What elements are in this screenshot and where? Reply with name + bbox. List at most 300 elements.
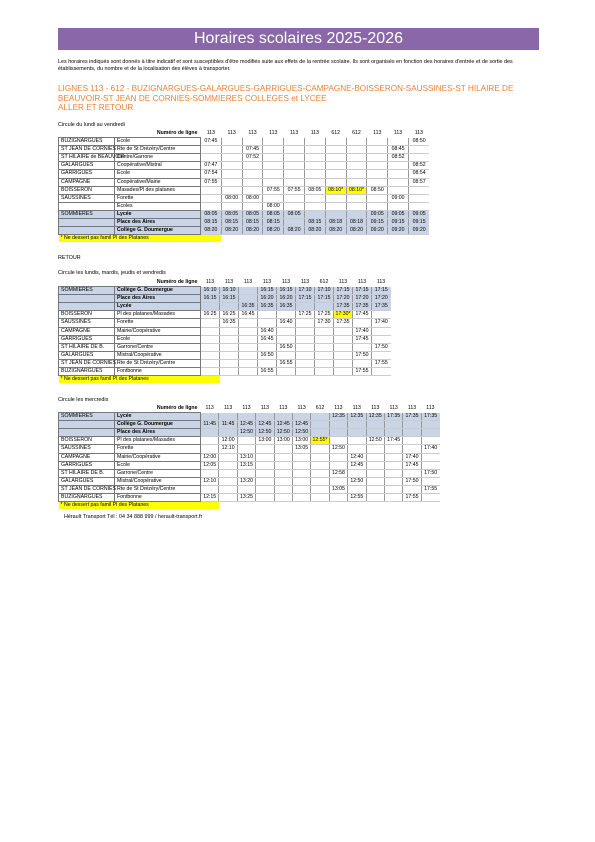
time-cell: 12:40 [348,453,366,461]
time-cell [388,202,409,210]
line-number-cell: 113 [357,279,367,286]
stop-cell: Masades/Pl des platanes [115,186,201,194]
time-cell: 17:40 [353,327,372,335]
time-cell [220,343,239,351]
time-cell: 17:10 [296,287,315,295]
table-row [59,311,391,319]
table-row [59,453,440,461]
time-cell: 12:45 [274,421,292,429]
time-cell [296,351,315,359]
time-cell [367,154,388,162]
time-cell [292,453,310,461]
time-cell: 12:50 [274,429,292,437]
time-cell: 17:40 [421,445,439,453]
time-cell [263,162,284,170]
stop-cell: Collège G. Doumergue [115,421,201,429]
station-cell: GARRIGUES [59,461,115,469]
time-cell [201,327,220,335]
time-cell: 08:05 [263,210,284,218]
time-cell [219,485,237,493]
time-cell [304,202,325,210]
line-number-cell: 113 [243,279,253,286]
time-cell [304,210,325,218]
line-number-cell: 113 [205,405,214,412]
table-row [59,343,391,351]
aller-subtitle: Circule du lundi au vendredi [58,122,125,128]
time-cell [311,469,329,477]
stop-cell: Rte de St Drézéry/Centre [115,485,201,493]
intro-text: Les horaires indiqués sont donnés à titre indicatif et sont susceptibles d'être modifiés suite aux effets de la rentrée scolaire. Ils sont organisés en fonction des horaires d'entrée et de sortie des établissements, du nombre et de la localisation des élèves à transporter. [58,59,513,72]
stop-cell: Garrone/Centre [115,469,201,477]
time-cell [277,335,296,343]
time-cell [277,327,296,335]
time-cell [237,445,255,453]
line-number-cell: 113 [407,405,417,412]
note-row [59,235,430,243]
time-cell [403,437,421,445]
time-cell: 08:52 [388,154,409,162]
time-cell: 17:35 [353,303,372,311]
retour-lmjv-timetable [58,279,391,383]
station-cell: GALARGUES [59,351,115,359]
station-cell: CAMPAGNE [59,453,115,461]
time-cell [296,319,315,327]
time-cell: 11:45 [201,421,219,429]
time-cell [367,194,388,202]
station-cell: SOMMIERES [59,210,115,218]
time-cell [274,453,292,461]
time-cell [263,194,284,202]
line-number-cell: 612 [352,130,361,137]
time-cell: 17:40 [403,453,421,461]
time-cell: 08:20 [325,227,346,235]
time-cell: 16:45 [239,311,258,319]
time-cell [388,178,409,186]
time-cell [384,477,402,485]
time-cell: 11:45 [219,421,237,429]
station-cell: SAUSSINES [59,445,115,453]
station-cell: ST JEAN DE CORNIES [59,359,115,367]
time-cell: 08:00 [221,194,242,202]
line-number-cell: 113 [281,279,291,286]
time-cell: 16:25 [220,311,239,319]
time-cell [201,429,219,437]
time-cell: 16:35 [220,319,239,327]
time-cell: 16:45 [258,335,277,343]
table-row [59,327,391,335]
table-row [59,429,440,437]
time-cell: 12:50 [329,445,347,453]
time-cell [315,359,334,367]
time-cell [201,445,219,453]
station-cell: SOMMIERES [59,287,115,295]
line-number-cell: 113 [352,405,361,412]
time-cell: 12:50 [256,429,274,437]
stop-cell: Collège G. Doumergue [115,287,201,295]
station-cell: ST HILAIRE DE B. [59,469,115,477]
time-cell [372,368,391,376]
time-cell: 13:20 [237,477,255,485]
time-cell: 09:20 [367,227,388,235]
time-cell [372,335,391,343]
time-cell [325,210,346,218]
station-cell: ST JEAN DE CORNIES [59,146,115,154]
time-cell [421,461,439,469]
time-cell [384,421,402,429]
time-cell [237,413,255,421]
time-cell [219,469,237,477]
time-cell [258,359,277,367]
time-cell: 12:00 [201,453,219,461]
line-number-cell: 612 [319,279,329,286]
line-number-header-row [59,130,430,138]
time-cell [277,351,296,359]
time-cell: 12:35 [348,413,366,421]
time-cell [296,368,315,376]
time-cell [258,319,277,327]
time-cell [346,178,367,186]
time-cell: 17:35 [421,413,439,421]
time-cell: 17:35 [334,303,353,311]
time-cell: 12:15 [201,494,219,502]
time-cell: 08:15 [242,219,263,227]
time-cell [296,335,315,343]
time-cell [201,186,222,194]
time-cell [221,202,242,210]
time-cell: 09:20 [388,227,409,235]
stop-cell: Ecole [115,461,201,469]
table-row [59,170,430,178]
time-cell: 08:20 [221,227,242,235]
time-cell [348,469,366,477]
stop-cell: Place des Aires [115,295,201,303]
time-cell: 17:50 [421,469,439,477]
line-number-cell: 113 [300,279,310,286]
time-cell: 16:15 [258,287,277,295]
time-cell: 12:45 [256,421,274,429]
time-cell [263,178,284,186]
time-cell: 12:45 [292,421,310,429]
time-cell [325,138,346,146]
line-number-cell: 113 [373,130,382,137]
time-cell: 16:25 [201,311,220,319]
time-cell [384,469,402,477]
time-cell: 08:20 [284,227,305,235]
time-cell: 17:50 [372,343,391,351]
time-cell [292,494,310,502]
time-cell: 13:15 [237,461,255,469]
time-cell [315,327,334,335]
time-cell [366,421,384,429]
time-cell [421,477,439,485]
time-cell [242,162,263,170]
time-cell [201,359,220,367]
time-cell: 07:47 [201,162,222,170]
line-number-cell: 113 [297,405,306,412]
time-cell [325,146,346,154]
station-cell: BUZIGNARGUES [59,138,115,146]
time-cell [372,351,391,359]
time-cell [329,494,347,502]
time-cell: 16:55 [277,359,296,367]
stop-cell: Place des Aires [115,429,201,437]
time-cell: 17:20 [334,295,353,303]
time-cell [311,485,329,493]
time-cell [201,351,220,359]
time-cell [284,194,305,202]
time-cell [346,138,367,146]
retour-label: RETOUR [58,255,81,261]
time-cell [353,359,372,367]
time-cell [296,303,315,311]
table-row [59,287,391,295]
time-cell [296,327,315,335]
time-cell: 16:10 [201,287,220,295]
time-cell [348,421,366,429]
time-cell [219,494,237,502]
time-cell [403,469,421,477]
time-cell [284,178,305,186]
time-cell: 17:35 [403,413,421,421]
time-cell [384,461,402,469]
time-cell: 17:55 [372,359,391,367]
time-cell [220,303,239,311]
time-cell: 17:40 [372,319,391,327]
time-cell [388,138,409,146]
retour-lmjv-subtitle: Circule les lundis, mardis, jeudis et vendredis [58,270,166,276]
time-cell [325,178,346,186]
line-number-cell: 113 [205,279,215,286]
stop-cell: Ecoles [115,202,201,210]
table-row [59,335,391,343]
time-cell [311,421,329,429]
table-row [59,485,440,493]
time-cell [348,429,366,437]
time-cell: 07:55 [201,178,222,186]
time-cell: 08:20 [201,227,222,235]
time-cell [315,351,334,359]
time-cell: 17:45 [403,461,421,469]
table-row [59,319,391,327]
time-cell [304,194,325,202]
time-cell: 12:05 [201,461,219,469]
time-cell [384,429,402,437]
time-cell [296,359,315,367]
time-cell [311,494,329,502]
time-cell: 08:15 [304,219,325,227]
stop-cell: Ecole [115,335,201,343]
time-cell [329,461,347,469]
time-cell [403,421,421,429]
time-cell [372,327,391,335]
time-cell: 08:20 [263,227,284,235]
time-cell [325,162,346,170]
station-cell: BUZIGNARGUES [59,368,115,376]
time-cell: 08:05 [284,210,305,218]
table-row [59,477,440,485]
time-cell [366,461,384,469]
time-cell [366,477,384,485]
time-cell: 08:45 [388,146,409,154]
lines-title: LIGNES 113 - 612 - BUZIGNARGUES-GALARGUES-GARRIGUES-CAMPAGNE-BOISSERON-SAUSSINES-ST HILAIRE DE BEAUVOIR-ST JEAN DE CORNIES-SOMMIERES COLLEGES et LYCEE [58,84,514,103]
time-cell: 08:15 [201,219,222,227]
time-cell: 08:50 [367,186,388,194]
time-cell: 08:18 [325,219,346,227]
time-cell: 08:10* [346,186,367,194]
time-cell: 17:25 [315,311,334,319]
station-cell: BOISSERON [59,186,115,194]
table-row [59,162,430,170]
time-cell: 08:57 [408,178,429,186]
time-cell [334,359,353,367]
time-cell [242,202,263,210]
time-cell [372,311,391,319]
station-cell: GARRIGUES [59,335,115,343]
time-cell: 08:05 [304,186,325,194]
time-cell [219,429,237,437]
station-cell [59,429,115,437]
time-cell [221,138,242,146]
time-cell [284,162,305,170]
time-cell [201,202,222,210]
retour-mer-subtitle: Circule les mercredis [58,397,109,403]
time-cell [263,146,284,154]
stop-cell: Forette [115,319,201,327]
station-cell [59,202,115,210]
line-number-cell: 113 [334,405,343,412]
lines-title-block [58,84,539,113]
time-cell: 08:05 [242,210,263,218]
time-cell: 13:00 [274,437,292,445]
time-cell: 17:45 [353,335,372,343]
time-cell [284,154,305,162]
time-cell: 07:55 [284,186,305,194]
time-cell: 16:20 [258,295,277,303]
line-number-label: Numéro de ligne [156,405,198,411]
table-row [59,303,391,311]
time-cell [256,485,274,493]
time-cell: 08:15 [221,219,242,227]
time-cell [348,437,366,445]
line-number-cell: 612 [315,405,325,412]
line-number-cell: 113 [289,130,299,137]
time-cell [201,343,220,351]
time-cell: 12:50 [237,429,255,437]
stop-cell: Lycée [115,210,201,218]
time-cell [329,453,347,461]
note-cell: * Ne dessert pas famil Pl des Platanes [59,376,220,384]
time-cell [384,453,402,461]
table-row [59,368,391,376]
time-cell: 08:05 [201,210,222,218]
time-cell [242,186,263,194]
stop-cell: Pl des platanes/Masades [115,311,201,319]
time-cell [263,138,284,146]
time-cell [221,186,242,194]
time-cell [256,461,274,469]
time-cell [366,445,384,453]
line-number-label: Numéro de ligne [156,130,198,136]
time-cell [311,477,329,485]
time-cell [292,413,310,421]
time-cell [304,146,325,154]
table-row [59,154,430,162]
time-cell [403,485,421,493]
time-cell: 07:45 [242,146,263,154]
time-cell [348,485,366,493]
stop-cell: Ecole [115,138,201,146]
time-cell [388,186,409,194]
table-row [59,146,430,154]
time-cell [384,445,402,453]
time-cell: 08:20 [304,227,325,235]
time-cell: 17:55 [403,494,421,502]
time-cell: 16:20 [277,295,296,303]
time-cell [274,494,292,502]
time-cell [329,477,347,485]
line-number-cell: 113 [389,405,398,412]
stop-cell: Lycée [115,303,201,311]
time-cell [348,445,366,453]
aller-timetable [58,130,429,242]
station-cell: ST HILAIRE de BEAUVOIR [59,154,115,162]
time-cell: 12:45 [237,421,255,429]
time-cell: 12:35 [366,413,384,421]
time-cell [239,295,258,303]
time-cell: 17:45 [384,437,402,445]
line-number-cell: 113 [262,279,272,286]
table-row [59,351,391,359]
time-cell: 16:15 [201,295,220,303]
time-cell [201,485,219,493]
time-cell [367,138,388,146]
time-cell [421,494,439,502]
time-cell: 12:35 [329,413,347,421]
station-cell: SAUSSINES [59,319,115,327]
time-cell: 17:55 [353,368,372,376]
time-cell [237,437,255,445]
time-cell: 16:50 [258,351,277,359]
time-cell [353,343,372,351]
time-cell [315,343,334,351]
line-number-cell: 113 [426,405,435,412]
time-cell: 09:05 [388,210,409,218]
time-cell [292,469,310,477]
time-cell [221,178,242,186]
time-cell [201,469,219,477]
aller-retour-label: ALLER ET RETOUR [58,103,134,113]
time-cell [325,154,346,162]
note-row [59,376,391,384]
table-row [59,178,430,186]
table-row [59,202,430,210]
time-cell [219,413,237,421]
time-cell [311,413,329,421]
time-cell [304,138,325,146]
time-cell [384,494,402,502]
stop-cell: Coopérative/Mairie [115,178,201,186]
time-cell: 08:20 [346,227,367,235]
stop-cell: Fontbonne [115,494,201,502]
time-cell [219,477,237,485]
time-cell [284,146,305,154]
time-cell [256,445,274,453]
stop-cell: Place des Aires [115,219,201,227]
time-cell: 17:25 [296,311,315,319]
time-cell: 17:10 [315,287,334,295]
time-cell: 16:55 [258,368,277,376]
note-cell: * Ne dessert pas famil Pl des Platanes [59,502,219,510]
